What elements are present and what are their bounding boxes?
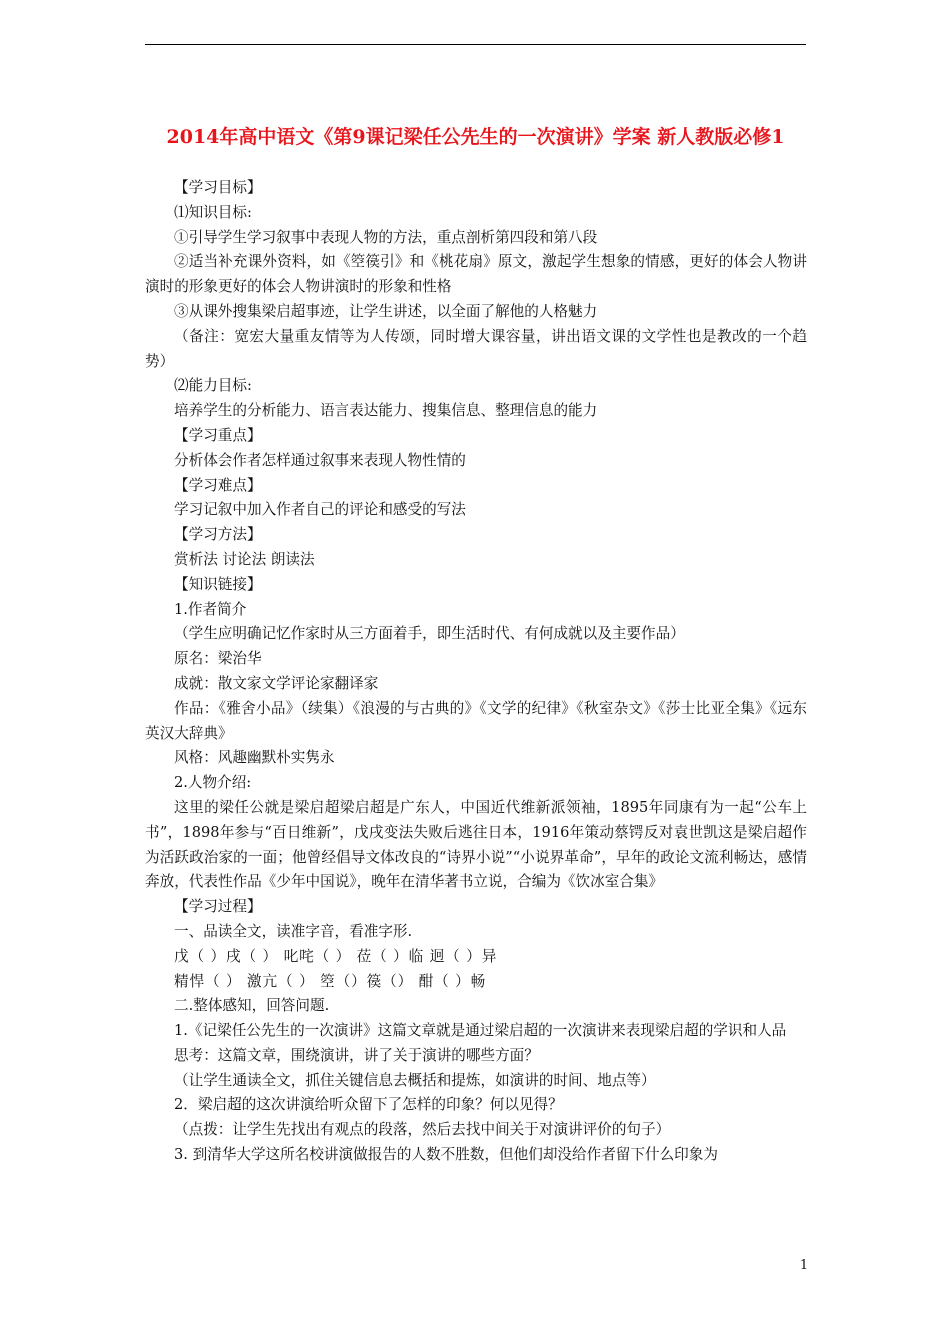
paragraph: 学习记叙中加入作者自己的评论和感受的写法 bbox=[174, 501, 466, 519]
paragraph: （点拨：让学生先找出有观点的段落，然后去找中间关于对演讲评价的句子） bbox=[174, 1121, 671, 1139]
document-title: 2014年高中语文《第9课记梁任公先生的一次演讲》学案 新人教版必修1 bbox=[166, 126, 785, 148]
heading-methods: 【学习方法】 bbox=[174, 526, 262, 544]
paragraph: 风格：风趣幽默朴实隽永 bbox=[174, 749, 335, 767]
paragraph: ①引导学生学习叙事中表现人物的方法，重点剖析第四段和第八段 bbox=[174, 228, 598, 246]
paragraph: 这里的梁任公就是梁启超梁启超是广东人，中国近代维新派领袖，1895年同康有为一起“公车上书”，1898年参与“百日维新”，戊戌变法失败后逃往日本，1916年策动蔡锷反对袁世凯这是梁启超作为活跃政治家的一面；他曾经倡导文体改良的“诗界小说”“小说界革命”，早年的政论文流利畅达，感情奔放，代表性作品《少年中国说》，晚年在清华著书立说，合编为《饮冰室合集》 bbox=[145, 798, 807, 891]
paragraph: ⑴知识目标: bbox=[174, 203, 252, 221]
paragraph: 作品：《雅舍小品》（续集）《浪漫的与古典的》《文学的纪律》《秋室杂文》《莎士比亚全集》《远东英汉大辞典》 bbox=[145, 699, 807, 742]
paragraph: 1.《记梁任公先生的一次演讲》这篇文章就是通过梁启超的一次演讲来表现梁启超的学识和人品 bbox=[174, 1022, 787, 1040]
paragraph: 一、品读全文，读准字音，看准字形. bbox=[174, 922, 413, 940]
paragraph: 二.整体感知，回答问题. bbox=[174, 997, 330, 1015]
pinyin-exercise-line: 戊（ ）戌（ ） 叱咤（ ） 莅（ ）临 迥（ ）异 bbox=[174, 947, 498, 965]
header-rule bbox=[145, 44, 806, 45]
paragraph: 1.作者简介 bbox=[174, 600, 247, 618]
paragraph: 培养学生的分析能力、语言表达能力、搜集信息、整理信息的能力 bbox=[174, 402, 598, 420]
paragraph: 赏析法 讨论法 朗读法 bbox=[174, 550, 315, 568]
paragraph: 3. 到清华大学这所名校讲演做报告的人数不胜数，但他们却没给作者留下什么印象为 bbox=[174, 1146, 718, 1164]
paragraph: 原名：梁治华 bbox=[174, 650, 262, 668]
heading-difficulties: 【学习难点】 bbox=[174, 476, 262, 494]
paragraph: ⑵能力目标: bbox=[174, 377, 252, 395]
paragraph: ③从课外搜集梁启超事迹，让学生讲述，以全面了解他的人格魅力 bbox=[174, 302, 598, 320]
paragraph: （让学生通读全文，抓住关键信息去概括和提炼，如演讲的时间、地点等） bbox=[174, 1071, 656, 1089]
document-body bbox=[145, 176, 807, 1168]
heading-key-points: 【学习重点】 bbox=[174, 426, 262, 444]
paragraph: 分析体会作者怎样通过叙事来表现人物性情的 bbox=[174, 451, 466, 469]
page-number: 1 bbox=[799, 1258, 809, 1273]
heading-knowledge-links: 【知识链接】 bbox=[174, 575, 262, 593]
paragraph: 思考：这篇文章，围绕演讲，讲了关于演讲的哪些方面？ bbox=[174, 1046, 539, 1064]
paragraph: 成就：散文家文学评论家翻译家 bbox=[174, 674, 379, 692]
paragraph: （学生应明确记忆作家时从三方面着手，即生活时代、有何成就以及主要作品） bbox=[174, 625, 685, 643]
paragraph: 2．梁启超的这次讲演给听众留下了怎样的印象？何以见得？ bbox=[174, 1096, 563, 1114]
paragraph: 2.人物介绍: bbox=[174, 774, 252, 792]
paragraph: （备注：宽宏大量重友情等为人传颂，同时增大课容量，讲出语文课的文学性也是教改的一个趋势） bbox=[145, 327, 807, 370]
heading-learning-goals: 【学习目标】 bbox=[174, 179, 262, 196]
pinyin-exercise-line: 精悍（ ） 激亢（ ） 箜（）篌（） 酣（ ）畅 bbox=[174, 972, 487, 990]
heading-learning-process: 【学习过程】 bbox=[174, 898, 262, 916]
paragraph: ②适当补充课外资料，如《箜篌引》和《桃花扇》原文，激起学生想象的情感，更好的体会人物讲演时的形象更好的体会人物讲演时的形象和性格 bbox=[145, 253, 807, 296]
